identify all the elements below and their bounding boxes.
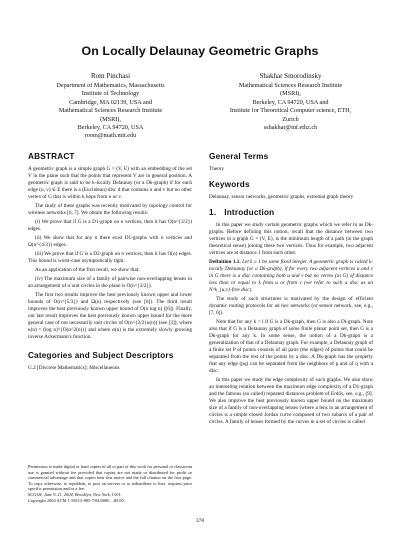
intro-paragraph: In this paper we study certain geometric graphs which we refer to as Dk-graphs. Before defining this notion, recall that the distance between two vertices in a graph G = (V, E), is the minimum length of a path (in the graph theoretical sense) joining these two vertices. Thus for example, two adjacent vertices are at distance 1 from each other. — [209, 222, 373, 256]
copyright-line: Copyright 2004 ACM 1-58113-885-7/04/0006 ...$5.00. — [28, 497, 125, 503]
general-terms-text: Theory — [209, 166, 225, 172]
abstract-paragraph: (i) We prove that if G is a D1-graph on n vertices, then it has O(n^{3/2}) edges. — [28, 219, 192, 232]
intro-paragraph: Note that for any k > l if G is a Dk-graph, then G is also a Dl-graph. Note also that if G is a Delaunay graph of some finite planar point set, then G is a Dk-graph for any k. In some sense, the notion of a Dk-graph is a generalization of that of a Delaunay graph. For example, a Delaunay graph of a finite set P of points consists of all pairs (the edges) of points that could be separated from the rest of the points by a disc. A Dk-graph has the property that any edge (pq) can be separated from the neighbors of p and of q with a disc. — [209, 319, 373, 374]
abstract-paragraph: The study of these graphs was recently motivated by topology control for wireless networks [6, 7]. We obtain the following results: — [28, 203, 192, 216]
definition-text: Let k ≥ 1 be some fixed integer. A geometric graph is called k-locally Delaunay (or a Dk-graph), if for every two adjacent vertices u and v in G there is a disc containing both u and v but no vertex (in G) of distance less than or equal to k from u or from v (we refer to such a disc as an N^k_{u,v}-free disc). — [209, 259, 373, 293]
definition-block — [209, 259, 373, 294]
affiliation-line: Zurich — [282, 115, 299, 123]
abstract-paragraph: As an application of the first result, we show that: — [35, 267, 140, 273]
author-name: Shakhar Smorodinsky — [259, 72, 322, 80]
section-number: 1. — [209, 208, 217, 217]
general-terms-heading: General Terms — [209, 152, 269, 161]
author-block-1 — [28, 72, 193, 141]
left-column — [28, 152, 192, 374]
author-email: room@math.mit.edu — [84, 132, 137, 140]
author-email: sshakhar@inf.ethz.ch — [263, 124, 318, 132]
intro-paragraph: In this paper we study the edge complexity of such graphs. We also show an interesting relation between the maximum edge complexity of a D1-graph and the famous (so called) repeated distances problem of Erdős, see, e.g., [9]. We also improve the best previously known upper bound on the maximum size of a family of non-overlapping lenses (where a lens in an arrangement of circles is a simple closed Jordan curve composed of two subarcs of a pair of circles. A family of lenses formed by the curves in a set of circles is called — [209, 377, 373, 425]
affiliation-line: (MSRI), — [280, 90, 301, 98]
affiliation-line: Cambridge, MA 02139, USA and — [69, 98, 152, 106]
keywords-heading: Keywords — [209, 180, 250, 189]
affiliation-line: Mathematical Sciences Research Institute — [58, 107, 163, 115]
abstract-paragraph: (iii) We prove that if G is a D2-graph on n vertices, then it has O(n) edges. This bound is worst-case asymptotically tight. — [28, 251, 192, 264]
introduction-heading — [209, 208, 373, 218]
affiliation-line: Berkeley, CA 94720, USA — [77, 124, 144, 132]
categories-text: G.2 [Discrete Mathematics]: Miscellaneous — [28, 365, 120, 371]
venue-line: SCG'04, June 9–11, 2004, Brooklyn, New York, USA. — [28, 491, 122, 497]
abstract-heading: ABSTRACT — [28, 152, 75, 161]
permission-text: Permission to make digital or hard copies of all or part of this work for personal or classroom use is granted without fee provided that copies are not made or distributed for profit or commercial advantage and that copies bear this notice and the full citation on the first page. To copy otherwise, to republish, to post on servers or to redistribute to lists, requires prior specific permission and/or a fee. — [28, 464, 193, 492]
right-column — [209, 152, 373, 428]
abstract-paragraph: (iv) The maximum size of a family of pairwise non-overlapping lenses in an arrangement of n unit circles in the plane is O(n^{3/2}). — [28, 276, 192, 289]
affiliation-line: Mathematical Sciences Research Institute — [238, 82, 343, 89]
affiliation-line: Institute for Theoretical Computer science, ETH, — [229, 107, 352, 115]
section-title: Introduction — [224, 208, 275, 217]
categories-heading: Categories and Subject Descriptors — [28, 351, 174, 360]
affiliation-line: Institute of Technology — [81, 90, 140, 98]
paper-title: On Locally Delaunay Geometric Graphs — [81, 44, 319, 58]
copyright-footnote — [28, 464, 192, 503]
affiliation-line: Berkeley, CA 94720, USA and — [252, 98, 329, 106]
abstract-paragraph: (ii) We show that for any n there exist D1-graphs with n vertices and Ω(n^{4/3}) edges. — [28, 235, 192, 248]
author-name: Rom Pinchasi — [90, 72, 131, 80]
intro-paragraph: The study of such structures is motivated by the design of efficient dynamic routing protocols for ad hoc networks (or sensor network, see, e.g., [7, 6]). — [209, 296, 373, 316]
definition-label: Definition 1.1. — [209, 259, 241, 265]
abstract-paragraph: A geometric graph is a simple graph G = (V, E) with an embedding of the set V in the plane such that the points that represent V are in general position. A geometric graph is said to be k-locally Delaunay (or a Dk-graph) if for each edge (u, v) ∈ E there is a (Euclidean) disc d that contains u and v but no other vertex of G that is within k hops from u or v. — [28, 166, 192, 200]
page-number: 378 — [195, 518, 205, 524]
abstract-paragraph: The first two results improve the best previously known upper and lower bounds of O(n^{5/3}) and Ω(n) respectively (see [6]). The third result improves the best previously known upper bound of O(n log n) ([6]). Finally, our last result improves the best previously known upper bound for the more general case of not necessarily unit circles of O(n^{3/2}κ(n)) (see [3]), where κ(n) = (log n)^{O(α^2(n))} and where α(n) is the extremely slowly growing inverse Ackermann's function. — [28, 292, 192, 340]
affiliation-line: (MSRI), — [100, 115, 121, 123]
author-block-2 — [208, 72, 373, 132]
keywords-text: Delaunay, sensor networks, geometric graphs, extremal graph theory — [209, 194, 354, 200]
affiliation-line: Department of Mathematics, Massachusetts — [56, 82, 165, 89]
